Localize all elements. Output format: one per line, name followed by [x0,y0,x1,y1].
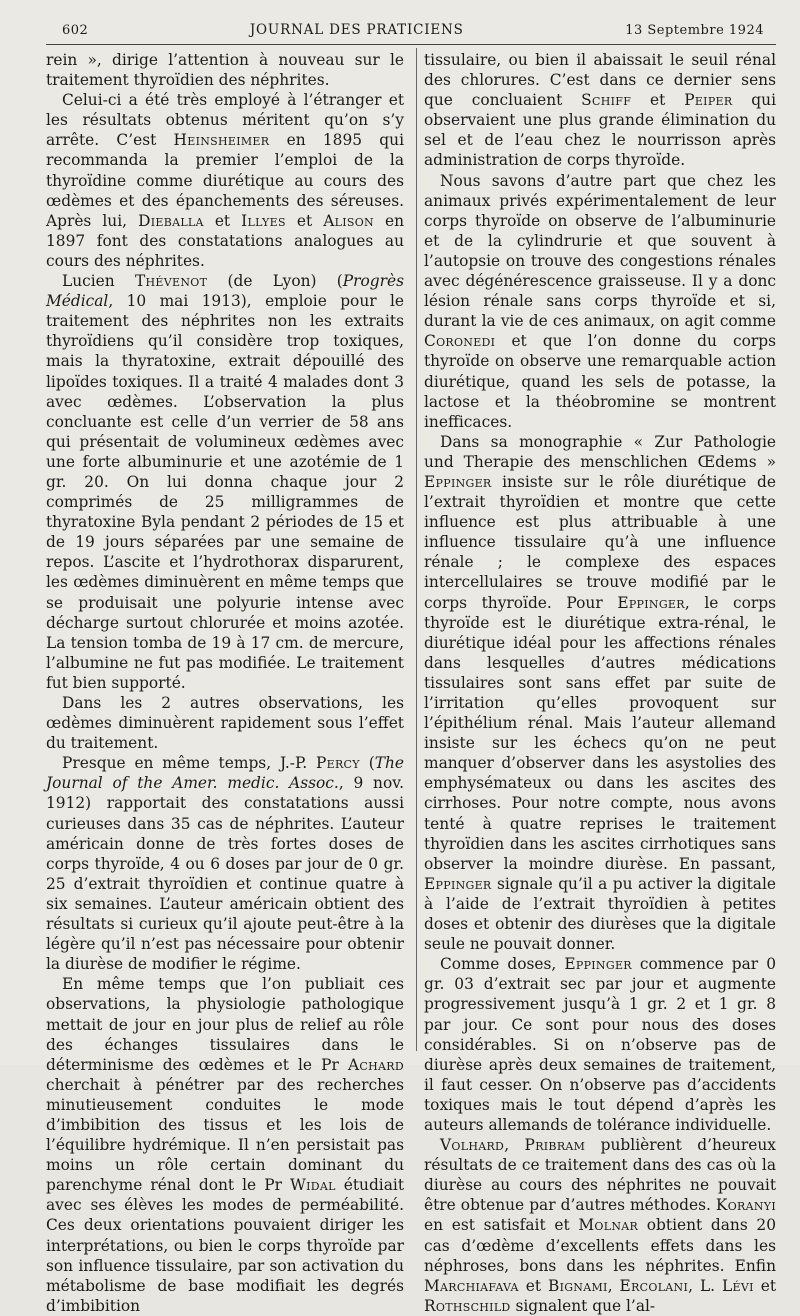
text-run: Celui-ci a été très employé à l’étranger et les résultats obtenus méritent qu’on s’y arrête. C’est [46,91,404,150]
text-run: et [203,211,242,230]
text-run: Dans sa monographie « Zur Pathologie und Therapie des menschlichen Œdems » [424,432,776,471]
column-divider [416,48,417,1051]
text-run: , L. [688,1276,723,1295]
paragraph [46,753,404,974]
paragraph [46,271,404,693]
text-run: publièrent d’heureux résultats de ce traitement dans des cas où la diurèse au cours des néphrites ne pouvait être obtenue par d’autres méthodes. [424,1136,776,1215]
text-run: , [607,1276,620,1295]
paragraph [424,171,776,432]
author-name: Ercolani [619,1276,689,1295]
paragraph [424,954,776,1135]
page-number: 602 [62,23,89,38]
text-run: , le corps thyroïde est le diurétique extra-rénal, le diurétique idéal pour les affections rénales dans lesquelles d’autres médications tissulaires sont sans effet par suite de l’irritation qu’elles provoquent sur l’épithélium rénal. Mais l’auteur allemand insiste sur les échecs qu’on ne peut manquer d’observer dans les asystolies des emphysémateux ou dans les ascites des cirrhoses. Pour notre compte, nous avons tenté à quatre reprises le traitement thyroïdien dans les ascites cirrhotiques sans observer la moindre diurèse. En passant, [424,593,776,873]
text-run: et [518,1276,548,1295]
author-name: Marchiafava [424,1276,519,1295]
right-column [424,50,776,1316]
text-run: , 9 nov. 1912) rapportait des constatations aussi curieuses dans 35 cas de néphrites. L’auteur américain donne de très fortes doses de corps thyroïde, 4 ou 6 doses par jour de 0 gr. 25 d’extrait thyroïdien et continue quatre à six semaines. L’auteur américain obtient des résultats si curieux qu’il ajoute peut-être à la légère qu’il n’est pas nécessaire pour obtenir la diurèse de modifier le régime. [46,774,404,974]
author-name: Bignami [547,1276,608,1295]
author-name: Dieballa [138,211,204,230]
author-name: Lévi [722,1276,754,1295]
text-run: obtient dans 20 cas d’œdème d’excellents effets dans les néphroses, bons dans les néphrites. Enfin [424,1216,777,1275]
citation-title: Progrès Médical [46,272,404,311]
text-run: et [285,211,324,230]
paragraph [46,50,404,90]
left-column [46,50,404,1316]
journal-title: JOURNAL DES PRATICIENS [249,22,464,38]
text-run: en est satisfait et [424,1216,579,1235]
text-run: (de Lyon) ( [207,272,343,291]
paragraph [424,1135,776,1316]
text-run: En même temps que l’on publiait ces observations, la physiologie pathologique mettait de jour en jour plus de relief au rôle des échanges tissulaires dans le déterminisme des œdèmes et le Pr [46,975,404,1074]
text-run: étudiait avec ses élèves les modes de perméabilité. Ces deux orientations pouvaient diriger les interprétations, ou bien le corps thyroïde par son influence tissulaire, par son activation du métabolisme de base modifiait les degrés d’imbibition [46,1176,405,1315]
paragraph [46,90,404,271]
paragraph [424,432,776,954]
author-name: Eppinger [564,955,632,974]
text-run: ( [359,754,375,773]
author-name: Volhard [440,1136,505,1155]
text-run: insiste sur le rôle diurétique de l’extrait thyroïdien et montre que cette influence est plus attribuable à une influence tissulaire qu’à une influence rénale ; le complexe des espaces intercellulaires se trouve modifié par le corps thyroïde. Pour [424,472,776,612]
author-name: Thévenot [134,272,208,291]
author-name: Achard [348,1055,404,1074]
text-run: tissulaire, ou bien il abaissait le seuil rénal des chlorures. C’est dans ce dernier sens que concluaient [424,51,776,110]
author-name: Coronedi [424,332,496,351]
paragraph [46,974,404,1316]
text-run: signale qu’il a pu activer la digitale à l’aide de l’extrait thyroïdien à petites doses et obtenir des diurèses que la digitale seule ne pouvait donner. [424,874,776,954]
author-name: Peiper [684,91,733,110]
author-name: Percy [315,754,360,773]
author-name: Eppinger [424,874,492,893]
author-name: Widal [289,1176,336,1195]
header-rule [46,44,776,45]
author-name: Pribram [524,1136,586,1155]
author-name: Alison [323,211,374,230]
text-run: qui observaient une plus grande élimination du sel et de l’eau chez le nourrisson après administration de corps thyroïde. [424,91,776,170]
author-name: Eppinger [424,472,492,491]
text-run: et que l’on donne du corps thyroïde on observe une remarquable action diurétique, quand les sels de potasse, la lactose et la théobromine se montrent inefficaces. [424,332,776,431]
text-run: Presque en même temps, J.-P. [62,754,316,773]
text-run: rein », dirige l’attention à nouveau sur le traitement thyroïdien des néphrites. [46,51,404,90]
text-run: Comme doses, [440,955,565,974]
author-name: Heinsheimer [173,131,270,150]
text-run: commence par 0 gr. 03 d’extrait sec par jour et augmente progressivement jusqu’à 1 gr. 2 et 1 gr. 8 par jour. Ce sont pour nous des doses considérables. Si on n’observe pas de diurèse après deux semaines de traitement, il faut cesser. On n’observe pas d’accidents toxiques mais le tout dépend d’après les auteurs allemands de tolérance individuelle. [424,955,776,1134]
text-run: et [631,91,685,110]
running-head [62,22,764,38]
text-run: , 10 mai 1913), emploie pour le traitement des néphrites non les extraits thyroïdiens qu’il considère trop toxiques, mais la thyratoxine, extrait dépouillé des lipoïdes toxiques. Il a traité 4 malades dont 3 avec œdèmes. L’observation la plus concluante est celle d’un verrier de 58 ans qui présentait de volumineux œdèmes avec une forte albuminurie et une azotémie de 1 gr. 20. On lui donna chaque jour 2 comprimés de 25 milligrammes de thyratoxine Byla pendant 2 périodes de 15 et de 19 jours séparées par une semaine de repos. L’ascite et l’hydrothorax disparurent, les œdèmes diminuèrent en même temps que se produisait une polyurie intense avec décharge surtout chlorurée et moins azotée. La tension tomba de 19 à 17 cm. de mercure, l’albumine ne fut pas modifiée. Le traitement fut bien supporté. [46,292,404,692]
issue-date: 13 Septembre 1924 [625,23,764,38]
author-name: Schiff [581,91,632,110]
text-run: et [753,1276,776,1295]
text-run: cherchait à pénétrer par des recherches minutieusement conduites le mode d’imbibition des tissus et les lois de l’équilibre hydrémique. Il n’en persistait pas moins un rôle certain dominant du parenchyme rénal dont le Pr [46,1075,404,1195]
paragraph [424,50,776,171]
text-run: Nous savons d’autre part que chez les animaux privés expérimentalement de leur corps thyroïde on observe de l’albuminurie et de la cylindrurie et que souvent à l’autopsie on trouve des congestions rénales avec dégénérescence graisseuse. Il y a donc lésion rénale sans corps thyroïde et si, durant la vie de ces animaux, on agit comme [424,171,776,331]
text-run: signalent que l’al- [510,1296,656,1315]
text-run: Dans les 2 autres observations, les œdèmes diminuèrent rapidement sous l’effet du traitement. [46,694,404,753]
citation-title: The Journal of the Amer. medic. Assoc. [46,754,404,793]
author-name: Molnar [578,1216,639,1235]
author-name: Koranyi [715,1196,776,1215]
author-name: Illyes [241,211,286,230]
text-run: en 1895 qui recommanda la premier l’emploi de la thyroïdine comme diurétique au cours des œdèmes et des épanchements des séreuses. Après lui, [46,131,404,230]
author-name: Eppinger [617,593,685,612]
author-name: Rothschild [424,1296,511,1315]
text-run: en 1897 font des constatations analogues au cours des néphrites. [46,211,405,270]
text-run: , [504,1136,525,1155]
paragraph [46,693,404,753]
text-run: Lucien [62,272,135,291]
